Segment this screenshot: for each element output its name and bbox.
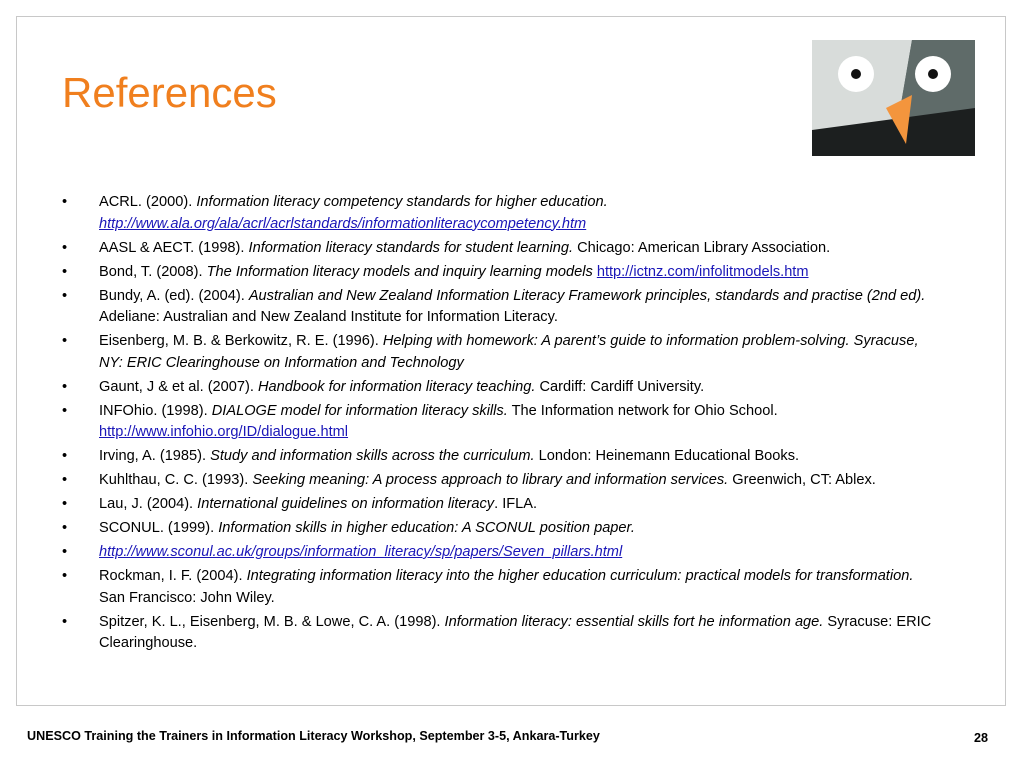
slide-title: References [62,69,277,116]
bullet-icon: • [62,263,68,280]
reference-item [62,401,942,444]
reference-item [62,377,942,399]
reference-item [62,192,942,235]
reference-author-year: Gaunt, J & et al. (2007). [99,378,258,395]
reference-title: Seeking meaning: A process approach to library and information services. [252,472,729,488]
reference-item [62,286,942,329]
reference-author-year: Bundy, A. (ed). (2004). [99,287,249,304]
reference-publisher: Syracuse: ERIC Clearinghouse. [99,613,932,651]
reference-item [62,542,942,564]
reference-title: Information skills in higher education: A SCONUL position paper. [218,520,635,536]
reference-publisher: Chicago: American Library Association. [573,239,831,256]
bullet-icon: • [62,472,68,488]
reference-author-year: Kuhlthau, C. C. (1993). [99,472,253,488]
bullet-icon: • [62,239,68,256]
reference-publisher: San Francisco: John Wiley. [99,589,275,606]
reference-link[interactable]: http://ictnz.com/infolitmodels.htm [596,263,809,280]
reference-publisher: The Information network for Ohio School. [507,402,778,419]
reference-author-year: Rockman, I. F. (2004). [99,568,247,584]
bullet-icon: • [62,520,68,536]
reference-item [62,566,942,609]
reference-item [62,494,942,516]
reference-author-year: SCONUL. (1999). [99,520,219,536]
reference-title: The Information literacy models and inquiry learning models [206,263,593,280]
reference-author-year: Eisenberg, M. B. & Berkowitz, R. E. (1996). [99,333,383,349]
reference-title: Information literacy standards for student learning. [248,239,574,256]
page-number: 28 [973,731,988,745]
reference-author-year: Bond, T. (2008). [99,263,207,280]
bullet-icon: • [62,402,68,419]
owl-face-logo-icon [812,40,975,156]
bullet-icon: • [62,544,68,560]
bullet-icon: • [62,194,68,210]
reference-publisher: Adeliane: Australian and New Zealand Institute for Information Literacy. [99,309,558,325]
bullet-icon: • [62,333,68,349]
reference-list [62,192,942,657]
reference-item [62,262,942,284]
reference-publisher: London: Heinemann Educational Books. [534,448,800,464]
reference-author-year: Lau, J. (2004). [99,496,198,512]
reference-author-year: Irving, A. (1985). [99,448,211,464]
footer-text: UNESCO Training the Trainers in Information Literacy Workshop, September 3-5, Ankara-Turkey [27,729,600,743]
reference-title: Information literacy: essential skills fort he information age. [444,613,824,630]
reference-item [62,446,942,468]
reference-title: Study and information skills across the curriculum. [210,448,535,464]
bullet-icon: • [62,613,68,630]
bullet-icon: • [62,378,68,395]
bullet-icon: • [62,568,68,584]
reference-author-year: INFOhio. (1998). [99,402,212,419]
reference-author-year: ACRL. (2000). [99,194,197,210]
reference-publisher: Cardiff: Cardiff University. [535,378,705,395]
reference-title: DIALOGE model for information literacy skills. [211,402,508,419]
reference-item [62,470,942,492]
reference-link[interactable]: http://www.infohio.org/ID/dialogue.html [99,424,349,440]
reference-item [62,238,942,260]
reference-item [62,612,942,655]
reference-link[interactable]: http://www.sconul.ac.uk/groups/information_literacy/sp/papers/Seven_pillars.html [99,544,623,560]
reference-title: Integrating information literacy into the higher education curriculum: practical models for transformation. [246,568,914,584]
reference-publisher: Greenwich, CT: Ablex. [728,472,876,488]
bullet-icon: • [62,496,68,512]
reference-link[interactable]: http://www.ala.org/ala/acrl/acrlstandards/informationliteracycompetency.htm [99,215,587,232]
reference-title: Australian and New Zealand Information Literacy Framework principles, standards and practise (2nd ed). [248,287,926,304]
reference-title: International guidelines on information literacy [197,496,495,512]
reference-item [62,331,942,374]
reference-title: Information literacy competency standards for higher education. [196,194,608,210]
reference-title: Handbook for information literacy teaching. [258,378,536,395]
reference-title: Helping with homework: A parent’s guide to information problem-solving. Syracuse, NY: ERIC Clearinghouse on Information and Technology [99,333,919,371]
reference-item [62,518,942,540]
reference-author-year: Spitzer, K. L., Eisenberg, M. B. & Lowe, C. A. (1998). [99,613,445,630]
reference-publisher: . IFLA. [494,496,538,512]
bullet-icon: • [62,448,68,464]
reference-author-year: AASL & AECT. (1998). [99,239,249,256]
bullet-icon: • [62,287,68,304]
